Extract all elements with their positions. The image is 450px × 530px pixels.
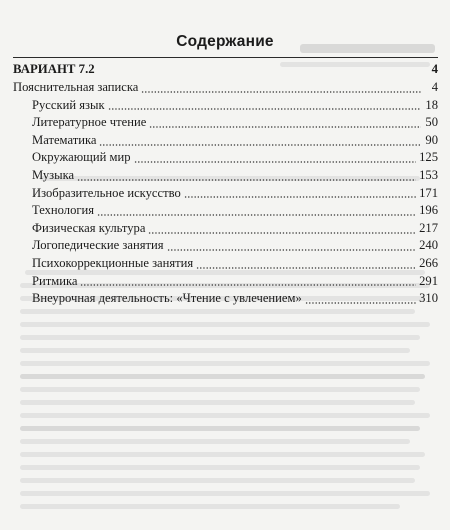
toc-entry-page: 291 xyxy=(419,273,438,288)
leader-dots xyxy=(77,179,416,181)
toc-entry-explanatory-note xyxy=(13,79,438,97)
toc-entry-label: Математика xyxy=(32,132,97,147)
toc-entry-label: Психокоррекционные занятия xyxy=(32,255,194,270)
toc-entry-label: Пояснительная записка xyxy=(13,80,139,94)
toc-entry-label: Окружающий мир xyxy=(32,150,131,165)
leader-dots xyxy=(184,196,416,198)
toc-entry-page: 125 xyxy=(419,150,438,165)
toc-entry-rhythmics xyxy=(13,273,438,291)
toc-entry-page: 266 xyxy=(419,255,438,270)
leader-dots xyxy=(108,108,421,110)
toc-entry-label: Логопедические занятия xyxy=(32,238,164,253)
toc-entry-label: Изобразительное искусство xyxy=(32,185,181,200)
toc-entry-page: 4 xyxy=(431,62,438,76)
leader-dots xyxy=(196,267,416,269)
toc-entry-page: 196 xyxy=(419,203,438,218)
table-of-contents xyxy=(13,60,438,308)
toc-entry-label: Физическая культура xyxy=(32,220,146,235)
toc-entry-physical-education xyxy=(13,220,438,238)
leader-dots xyxy=(305,302,416,304)
toc-entry-music xyxy=(13,167,438,185)
leader-dots xyxy=(134,161,417,163)
toc-entry-psychocorrection xyxy=(13,255,438,273)
toc-entry-label: Технология xyxy=(32,203,95,218)
toc-entry-page: 217 xyxy=(419,220,438,235)
toc-entry-label: Ритмика xyxy=(32,273,78,288)
toc-entry-extracurricular xyxy=(13,290,438,308)
leader-dots xyxy=(167,249,417,251)
toc-entry-page: 153 xyxy=(419,167,438,182)
toc-entry-page: 18 xyxy=(425,97,438,112)
toc-entry-label: Внеурочная деятельность: «Чтение с увлечением» xyxy=(32,291,302,306)
toc-entry-label: Русский язык xyxy=(32,97,105,112)
toc-entry-world-around xyxy=(13,149,438,167)
toc-entry-page: 90 xyxy=(425,132,438,147)
leader-dots xyxy=(141,91,421,93)
leader-dots xyxy=(80,284,416,286)
toc-entry-page: 50 xyxy=(425,115,438,130)
toc-entry-label: ВАРИАНТ 7.2 xyxy=(13,62,95,76)
toc-entry-label: Музыка xyxy=(32,167,75,182)
toc-entry-russian-language xyxy=(13,97,438,115)
title-divider xyxy=(13,57,438,58)
toc-entry-page: 171 xyxy=(419,185,438,200)
toc-entry-fine-arts xyxy=(13,185,438,203)
toc-entry-page: 4 xyxy=(431,80,438,94)
toc-entry-speech-therapy xyxy=(13,237,438,255)
toc-entry-mathematics xyxy=(13,132,438,150)
leader-dots xyxy=(99,144,421,146)
toc-entry-literary-reading xyxy=(13,114,438,132)
toc-entry-variant xyxy=(13,60,438,79)
leader-dots xyxy=(149,126,421,128)
toc-entry-technology xyxy=(13,202,438,220)
toc-entry-page: 310 xyxy=(419,291,438,306)
leader-dots xyxy=(97,214,416,216)
toc-entry-label: Литературное чтение xyxy=(32,115,147,130)
toc-entry-page: 240 xyxy=(419,238,438,253)
leader-dots xyxy=(148,232,416,234)
page-title: Содержание xyxy=(176,33,274,50)
